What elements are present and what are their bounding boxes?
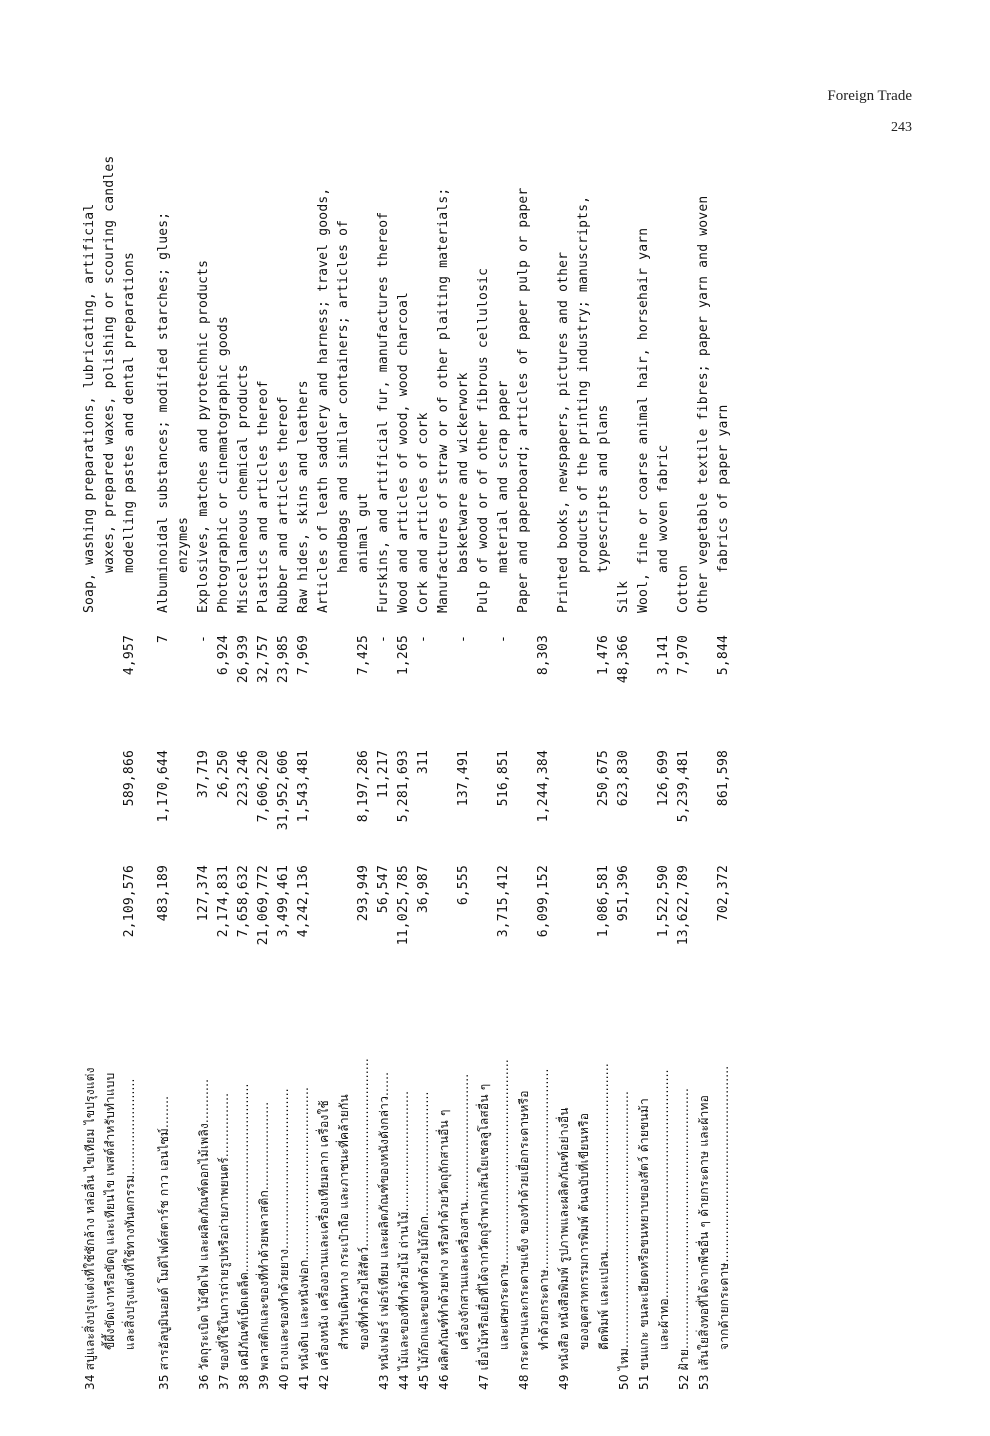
value-col-2: 31,952,606 [276,750,291,831]
thai-line: 51 ขนแกะ ขนละเอียดหรือขนหยาบของสัตว์ ด้ายขนม้า [637,1098,651,1390]
english-line: products of the printing industry; manuscripts, [576,195,591,573]
thai-description [314,980,374,1390]
value-col-1: 4,242,136 [296,865,311,938]
value-col-1: 1,522,590 [656,865,671,938]
value-col-1: 293,949 [356,865,371,922]
english-line: Explosives, matches and pyrotechnic products [196,259,211,613]
english-description [80,140,140,635]
english-line: Soap, washing preparations, lubricating, artificial [82,203,97,613]
english-description [394,140,414,635]
thai-line: 48 กระดาษและกระดาษแข็ง ของทำด้วยเยื่อกระดาษหรือ [517,1090,531,1390]
value-col-2: 126,699 [656,750,671,807]
thai-line: ของอุตสาหกรรมการพิมพ์ ต้นฉบับที่เขียนหรือ [577,1112,591,1350]
value-col-2: 250,675 [596,750,611,807]
thai-description [194,980,214,1390]
english-description [634,140,674,635]
table-row [374,140,394,1390]
english-description [214,140,234,635]
table-row [394,140,414,1390]
value-col-1: 6,555 [456,865,471,906]
english-line: modelling pastes and dental preparations [122,251,137,573]
english-description [674,140,694,635]
english-line: Silk [616,580,631,613]
table-row [434,140,474,1390]
table-row [254,140,274,1390]
english-line: Other vegetable textile fibres; paper yarn and woven [696,195,711,613]
thai-line: สำหรับเดินทาง กระเป๋าถือ และภาชนะที่คล้ายกัน [337,1094,351,1350]
value-col-3: 5,844 [716,635,731,676]
thai-description [234,980,254,1390]
value-col-3: 32,757 [256,635,271,684]
value-col-3: 26,939 [236,635,251,684]
thai-description [514,980,554,1390]
english-line: Plastics and articles thereof [256,380,271,613]
table-row [614,140,634,1390]
thai-line: จากด้ายกระดาษ................................................. [717,1065,731,1350]
value-col-1: 2,109,576 [122,865,137,938]
thai-description [214,980,234,1390]
value-col-1: 2,174,831 [216,865,231,938]
english-description [414,140,434,635]
thai-line: ขี้ผึ้งขัดเงาหรือขัดถู และเทียนไข เพสต์สำหรับทำแบบ [103,1072,117,1350]
thai-line: 34 สบู่และสิ่งปรุงแต่งที่ใช้ซักล้าง หล่อลื่น ไขเทียม ไขปรุงแต่ง [83,1067,97,1390]
thai-line: 45 ไม้ก๊อกและของทำด้วยไม้ก๊อก............................... [417,1091,431,1390]
thai-description [694,980,734,1390]
english-line: Raw hides, skins and leathers [296,380,311,613]
thai-description [554,980,614,1390]
value-col-1: 36,987 [416,865,431,914]
value-col-1: 951,396 [616,865,631,922]
value-col-3: 23,985 [276,635,291,684]
thai-description [614,980,634,1390]
thai-line: ดีดพิมพ์ และแปลน............................................... [597,1063,611,1350]
table-row [514,140,554,1390]
value-col-2: 623,830 [616,750,631,807]
value-col-2: 516,851 [496,750,511,807]
thai-line: และเศษกระดาษ................................................... [497,1059,511,1350]
thai-line: 46 ผลิตภัณฑ์ทำด้วยฟาง หรือทำด้วยวัตถุถักสานอื่น ๆ [437,1109,451,1390]
thai-line: 43 หนังเฟอร์ เฟอร์เทียม และผลิตภัณฑ์ของหนังดังกล่าว...... [377,1071,391,1390]
table-row [274,140,294,1390]
value-col-3: 7,969 [296,635,311,676]
thai-line: 40 ยางและของทำด้วยยาง........................................ [277,1088,291,1390]
english-line: Furskins, and artificial fur, manufactures thereof [376,211,391,613]
english-description [694,140,734,635]
thai-description [674,980,694,1390]
value-col-3: - [496,635,511,644]
table-row [234,140,254,1390]
thai-line: 36 วัตถุระเบิด ไม้ขีดไฟ และผลิตภัณฑ์ดอกไม้เพลิง........... [197,1078,211,1390]
english-line: Pulp of wood or of other fibrous cellulosic [476,267,491,613]
value-col-2: 589,866 [122,750,137,807]
english-line: Articles of leath saddlery and harness; travel goods, [316,187,331,613]
table-row [414,140,434,1390]
table-row [634,140,674,1390]
value-col-3: 8,303 [536,635,551,676]
value-col-1: 21,069,772 [256,865,271,946]
english-description [314,140,374,635]
english-line: material and scrap paper [496,380,511,573]
value-col-2: 8,197,286 [356,750,371,823]
value-col-3: - [376,635,391,644]
value-col-3: - [416,635,431,644]
value-col-1: 3,715,412 [496,865,511,938]
thai-description [294,980,314,1390]
value-col-2: 11,217 [376,750,391,799]
value-col-2: 137,491 [456,750,471,807]
value-col-2: 1,170,644 [156,750,171,823]
english-line: handbags and similar containers; articles of [336,219,351,573]
value-col-1: 11,025,785 [396,865,411,946]
value-col-3: - [196,635,211,644]
table-row [554,140,614,1390]
english-description [254,140,274,635]
value-col-2: 7,606,220 [256,750,271,823]
english-description [554,140,614,635]
thai-line: 39 พลาสติกและของที่ทำด้วยพลาสติก...................... [257,1101,271,1390]
thai-line: 42 เครื่องหนัง เครื่องอานและเครื่องเทียมลาก เครื่องใช้ [317,1100,331,1390]
thai-description [274,980,294,1390]
english-description [474,140,514,635]
value-col-2: 37,719 [196,750,211,799]
running-header-title: Foreign Trade [827,88,912,104]
value-col-2: 1,543,481 [296,750,311,823]
thai-description [254,980,274,1390]
english-line: Rubber and articles thereof [276,396,291,613]
thai-line: ของที่ทำด้วยไส้สัตว์............................................... [357,1058,371,1350]
table-row [694,140,734,1390]
value-col-2: 5,239,481 [676,750,691,823]
value-col-1: 1,086,581 [596,865,611,938]
table-row [80,140,140,1390]
english-line: Cotton [676,564,691,613]
table-row [314,140,374,1390]
value-col-1: 483,189 [156,865,171,922]
english-description [294,140,314,635]
english-line: Cork and articles of cork [416,412,431,613]
thai-description [374,980,394,1390]
value-col-1: 3,499,461 [276,865,291,938]
thai-line: 38 เคมีภัณฑ์เบ็ดเตล็ด............................................... [237,1083,251,1390]
thai-line: ทำด้วยกระดาษ.................................................. [537,1068,551,1350]
english-line: fabrics of paper yarn [716,404,731,573]
english-description [614,140,634,635]
thai-line: 49 หนังสือ หนังสือพิมพ์ รูปภาพและผลิตภัณฑ์อย่างอื่น [557,1107,571,1390]
english-description [194,140,214,635]
thai-description [474,980,514,1390]
value-col-3: 7 [156,635,171,644]
value-col-1: 56,547 [376,865,391,914]
value-col-2: 861,598 [716,750,731,807]
value-col-1: 7,658,632 [236,865,251,938]
thai-line: 47 เยื่อไม้หรือเยื่อที่ได้จากวัตถุจำพวกเส้นใยเซลลูโลสอื่น ๆ [477,1083,491,1390]
table-row [674,140,694,1390]
thai-line: และผ้าทอ......................................................... [657,1069,671,1350]
thai-line: 35 สารอัลบูมินอยด์ โมดิไฟด์สตาร์ช กาว เอนไซม์........ [157,1095,171,1390]
value-col-3: 3,141 [656,635,671,676]
english-description [514,140,534,635]
english-line: and woven fabric [656,444,671,573]
english-line: Manufactures of straw or of other plaiting materials; [436,187,451,613]
trade-table [80,140,920,1390]
english-description [234,140,254,635]
thai-line: และสิ่งปรุงแต่งที่ใช้ทางทันตกรรม........................ [123,1078,137,1350]
value-col-3: 4,957 [122,635,137,676]
english-line: basketware and wickerwork [456,372,471,573]
thai-line: 41 หนังดิบ และหนังฟอก........................................... [297,1087,311,1390]
english-line: Albuminoidal substances; modified starches; glues; [156,211,171,613]
english-line: Printed books, newspapers, pictures and other [556,251,571,613]
thai-line: 37 ของที่ใช้ในการถ่ายรูปหรือถ่ายภาพยนตร์................ [217,1092,231,1390]
value-col-3: - [456,635,471,644]
english-line: animal gut [356,492,371,573]
thai-description [80,980,140,1390]
table-row [154,140,194,1390]
value-col-3: 7,425 [356,635,371,676]
value-col-3: 1,476 [596,635,611,676]
thai-line: 52 ฝ้าย................................................................. [677,1087,691,1390]
thai-line: 44 ไม้และของที่ทำด้วยไม้ ถ่านไม้.............................. [397,1090,411,1390]
value-col-2: 5,281,693 [396,750,411,823]
english-line: Wood and articles of wood, wood charcoal [396,291,411,613]
table-row [294,140,314,1390]
thai-description [154,980,174,1390]
value-col-1: 13,622,789 [676,865,691,946]
thai-line: 50 ไหม................................................................ [617,1090,631,1390]
english-line: Photographic or cinematographic goods [216,316,231,613]
table-row [214,140,234,1390]
value-col-1: 6,099,152 [536,865,551,938]
value-col-3: 6,924 [216,635,231,676]
page-number: 243 [891,120,912,135]
english-line: Miscellaneous chemical products [236,364,251,613]
english-description [274,140,294,635]
thai-description [434,980,474,1390]
english-description [434,140,474,635]
english-line: Paper and paperboard; articles of paper pulp or paper [516,187,531,613]
english-description [154,140,194,635]
value-col-3: 1,265 [396,635,411,676]
thai-line: 53 เส้นใยสิ่งทอที่ได้จากพืชอื่น ๆ ด้ายกระดาษ และผ้าทอ [697,1094,711,1390]
value-col-2: 311 [416,750,431,775]
english-line: typescripts and plans [596,404,611,573]
value-col-1: 702,372 [716,865,731,922]
english-line: Wool, fine or coarse animal hair, horsehair yarn [636,227,651,613]
value-col-3: 48,366 [616,635,631,684]
thai-description [414,980,434,1390]
english-line: enzymes [176,516,191,573]
english-description [374,140,394,635]
thai-description [394,980,414,1390]
value-col-2: 26,250 [216,750,231,799]
table-row [194,140,214,1390]
value-col-1: 127,374 [196,865,211,922]
thai-line: เครื่องจักสานและเครื่องสาน................................ [457,1073,471,1350]
value-col-2: 1,244,384 [536,750,551,823]
table-row [474,140,514,1390]
english-line: waxes, prepared waxes, polishing or scouring candles [102,155,117,573]
thai-description [634,980,674,1390]
row-gap [140,140,154,1390]
value-col-3: 7,970 [676,635,691,676]
value-col-2: 223,246 [236,750,251,807]
